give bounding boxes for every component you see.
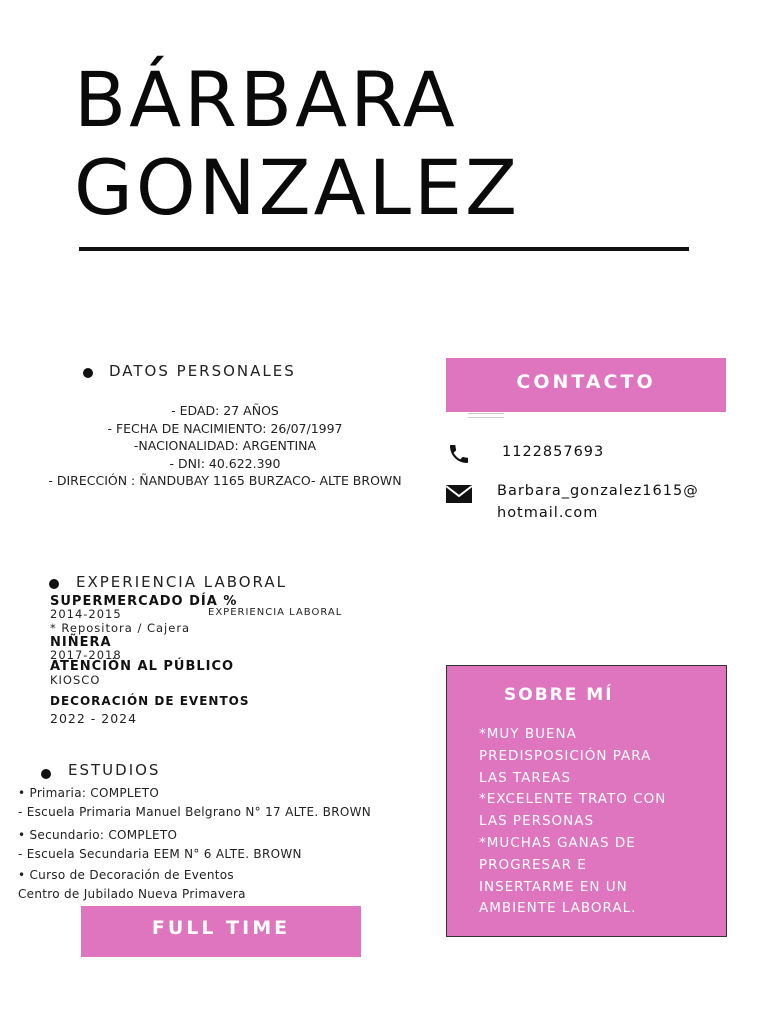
education-item: Centro de Jubilado Nueva Primavera bbox=[18, 887, 246, 901]
personal-heading: DATOS PERSONALES bbox=[109, 362, 296, 380]
bullet-dot bbox=[83, 368, 93, 378]
job-title: NIÑERA bbox=[50, 635, 112, 650]
about-title: SOBRE MÍ bbox=[504, 685, 614, 705]
job-dates: 2022 - 2024 bbox=[50, 711, 138, 726]
about-line: *MUY BUENA bbox=[479, 726, 577, 742]
decor-line bbox=[468, 413, 504, 414]
job-tag: EXPERIENCIA LABORAL bbox=[208, 607, 343, 618]
education-heading: ESTUDIOS bbox=[68, 761, 161, 779]
job-title: DECORACIÓN DE EVENTOS bbox=[50, 694, 250, 708]
phone-icon bbox=[447, 442, 471, 466]
availability-label: FULL TIME bbox=[151, 917, 291, 939]
bullet-dot bbox=[41, 769, 51, 779]
job-detail: * Repositora / Cajera bbox=[50, 621, 191, 635]
about-text bbox=[479, 724, 719, 920]
job-title: ATENCIÓN AL PÚBLICO bbox=[50, 659, 235, 674]
job-dates: 2014-2015 bbox=[50, 607, 122, 621]
about-line: PREDISPOSICIÓN PARA bbox=[479, 747, 652, 764]
contact-email-line1[interactable]: Barbara_gonzalez1615@ bbox=[497, 483, 699, 499]
personal-birthdate: - FECHA DE NACIMIENTO: 26/07/1997 bbox=[107, 420, 343, 436]
name-divider bbox=[79, 247, 689, 251]
contact-title: CONTACTO bbox=[516, 371, 656, 393]
education-item: • Curso de Decoración de Eventos bbox=[18, 868, 234, 882]
bullet-dot bbox=[49, 579, 59, 589]
education-item: - Escuela Secundaria EEM N° 6 ALTE. BROWN bbox=[18, 847, 302, 861]
education-item: • Secundario: COMPLETO bbox=[18, 828, 178, 842]
personal-address: - DIRECCIÓN : ÑANDUBAY 1165 BURZACO- ALTE BROWN bbox=[48, 473, 402, 488]
job-title: SUPERMERCADO DÍA % bbox=[50, 594, 238, 609]
personal-age: - EDAD: 27 AÑOS bbox=[171, 403, 279, 418]
about-line: LAS PERSONAS bbox=[479, 813, 595, 830]
about-line: *EXCELENTE TRATO CON bbox=[479, 791, 667, 808]
experience-heading: EXPERIENCIA LABORAL bbox=[76, 573, 287, 591]
job-detail: KIOSCO bbox=[50, 673, 101, 687]
name-last: GONZALEZ bbox=[74, 143, 521, 232]
about-line: LAS TAREAS bbox=[479, 769, 572, 786]
about-line: *MUCHAS GANAS DE bbox=[479, 834, 636, 851]
education-item: - Escuela Primaria Manuel Belgrano N° 17 ALTE. BROWN bbox=[18, 805, 372, 819]
education-item: • Primaria: COMPLETO bbox=[18, 786, 160, 800]
personal-details bbox=[30, 402, 420, 490]
personal-nationality: -NACIONALIDAD: ARGENTINA bbox=[133, 438, 317, 453]
job-dates: 2017-2018 bbox=[50, 648, 122, 662]
about-line: PROGRESAR E bbox=[479, 856, 587, 873]
contact-email-line2[interactable]: hotmail.com bbox=[497, 505, 599, 521]
about-line: INSERTARME EN UN bbox=[479, 878, 628, 895]
personal-dni: - DNI: 40.622.390 bbox=[169, 455, 281, 471]
name-first: BÁRBARA bbox=[74, 55, 458, 144]
about-line: AMBIENTE LABORAL. bbox=[479, 900, 637, 917]
contact-phone[interactable]: 1122857693 bbox=[502, 444, 605, 460]
envelope-icon bbox=[445, 483, 473, 505]
decor-line bbox=[468, 417, 504, 418]
